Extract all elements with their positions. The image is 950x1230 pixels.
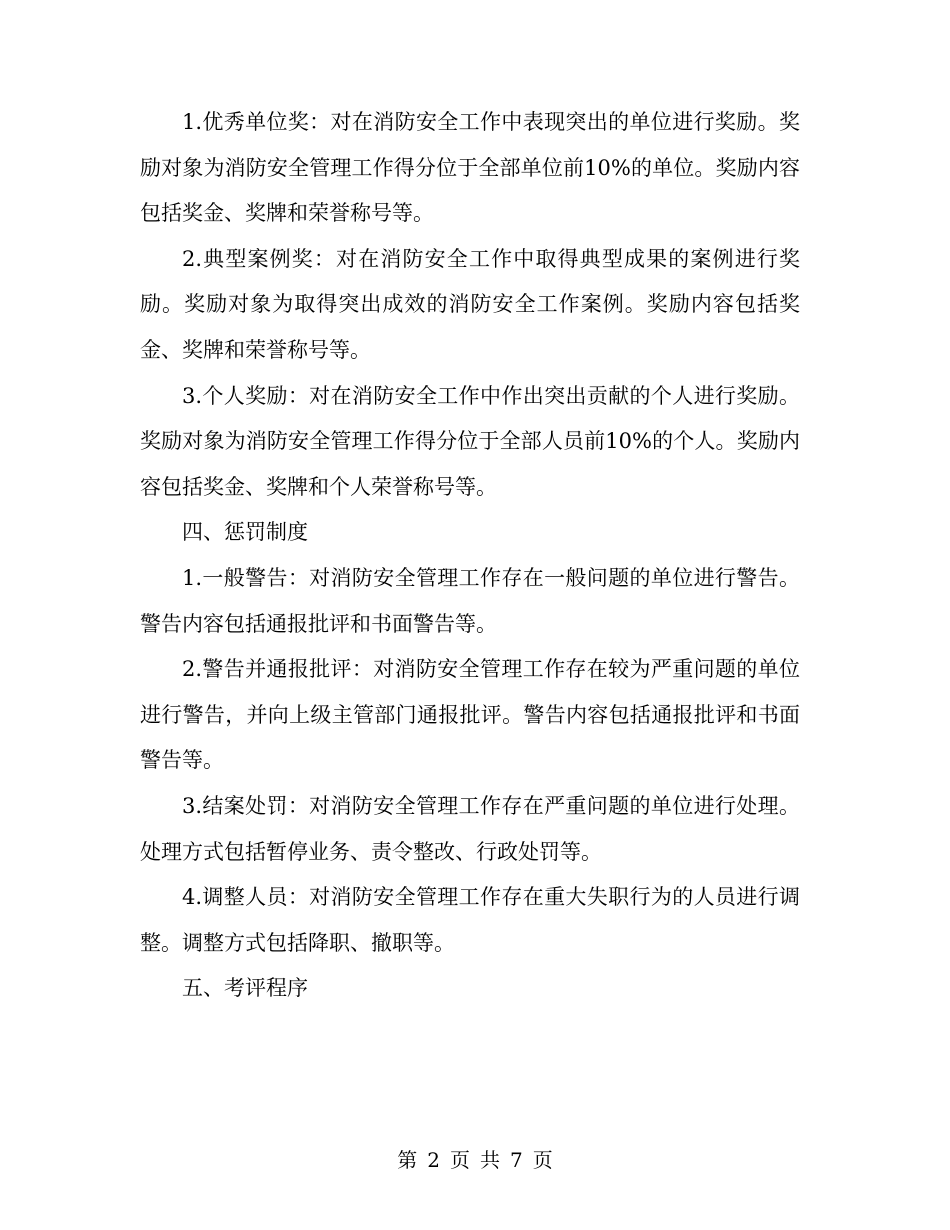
paragraph-penalty-personnel-adjust: 4.调整人员：对消防安全管理工作存在重大失职行为的人员进行调整。调整方式包括降职、撤职等。 [140, 885, 800, 955]
footer-total-word: 共 [480, 1148, 500, 1172]
footer-current-page: 2 [427, 1148, 440, 1172]
paragraph-award-excellent-unit: 1.优秀单位奖：对在消防安全工作中表现突出的单位进行奖励。奖励对象为消防安全管理工作得分位于全部单位前10%的单位。奖励内容包括奖金、奖牌和荣誉称号等。 [140, 110, 800, 226]
paragraph-penalty-warning-notice: 2.警告并通报批评：对消防安全管理工作存在较为严重问题的单位进行警告，并向上级主管部门通报批评。警告内容包括通报批评和书面警告等。 [140, 657, 800, 773]
footer-page-word: 页 [450, 1148, 470, 1172]
footer-total-pages: 7 [510, 1148, 523, 1172]
paragraph-award-typical-case: 2.典型案例奖：对在消防安全工作中取得典型成果的案例进行奖励。奖励对象为取得突出成效的消防安全工作案例。奖励内容包括奖金、奖牌和荣誉称号等。 [140, 246, 800, 362]
section-heading-evaluation: 五、考评程序 [182, 976, 308, 1001]
document-body [140, 100, 800, 1012]
paragraph-penalty-general-warning: 1.一般警告：对消防安全管理工作存在一般问题的单位进行警告。警告内容包括通报批评和书面警告等。 [140, 565, 800, 636]
paragraph-penalty-case-closure: 3.结案处罚：对消防安全管理工作存在严重问题的单位进行处理。处理方式包括暂停业务、责令整改、行政处罚等。 [140, 793, 800, 864]
paragraph-award-individual: 3.个人奖励：对在消防安全工作中作出突出贡献的个人进行奖励。奖励对象为消防安全管理工作得分位于全部人员前10%的个人。奖励内容包括奖金、奖牌和个人荣誉称号等。 [140, 383, 800, 499]
footer-prefix: 第 [397, 1148, 418, 1172]
page-footer [0, 1146, 950, 1174]
footer-suffix: 页 [532, 1148, 553, 1172]
section-heading-penalty: 四、惩罚制度 [182, 520, 308, 545]
